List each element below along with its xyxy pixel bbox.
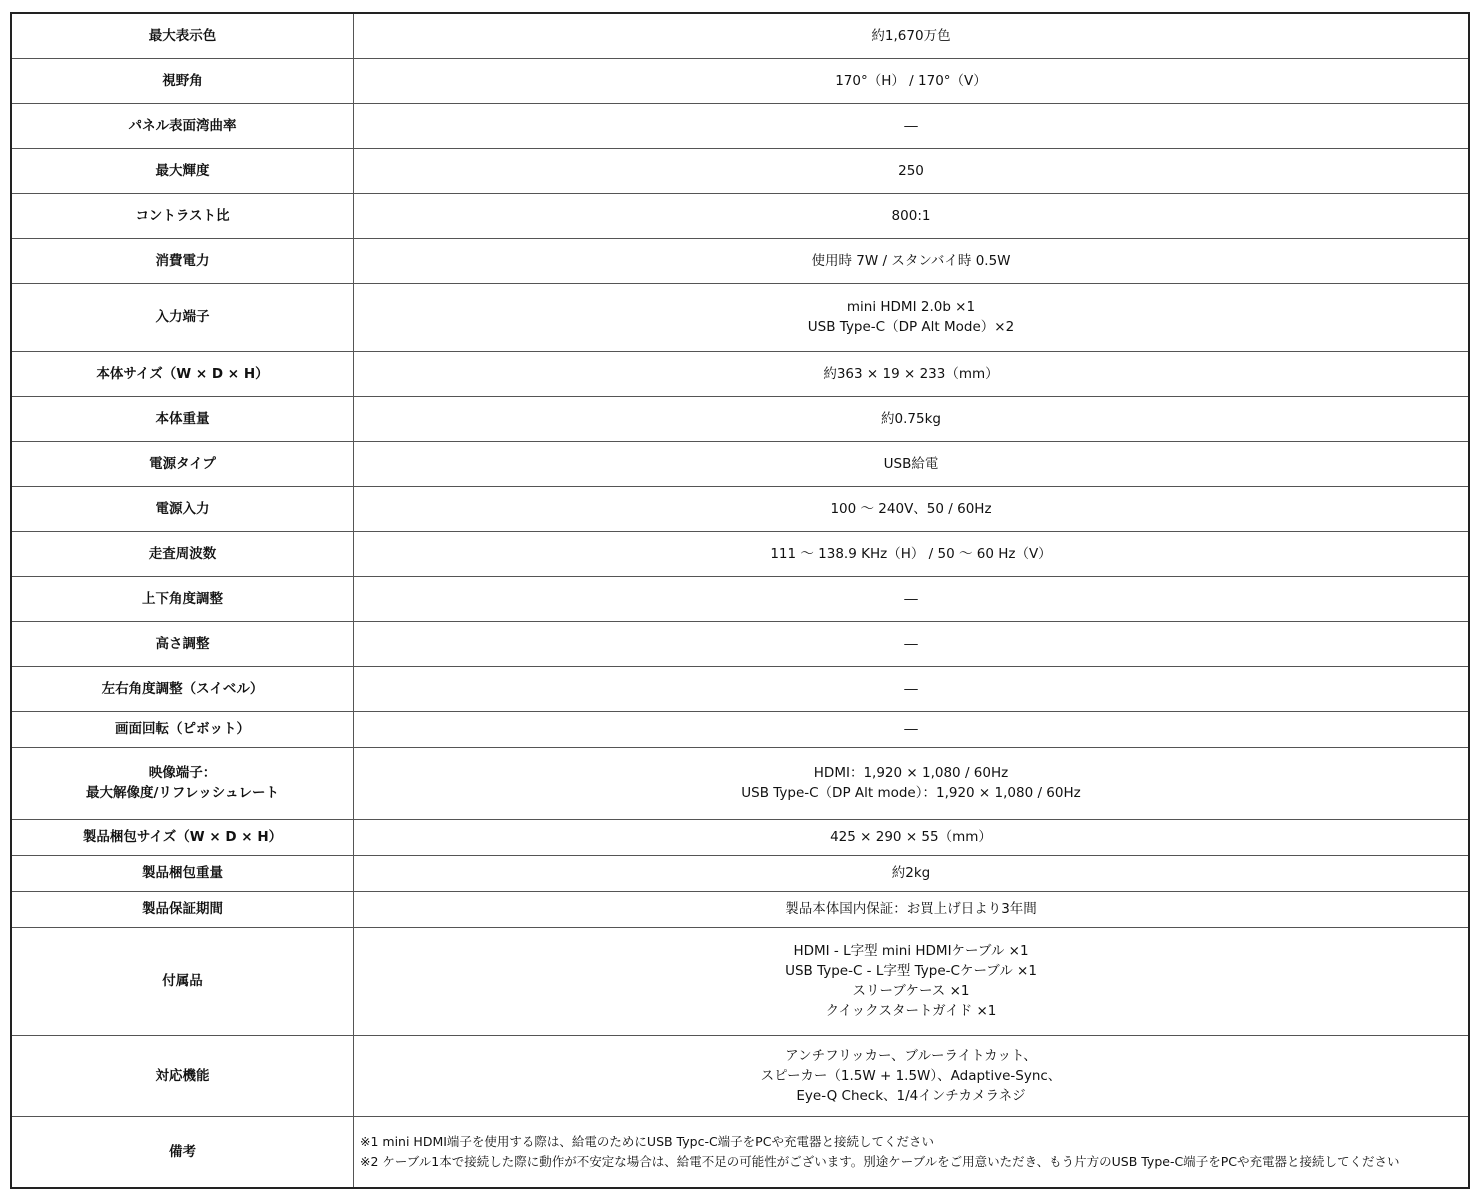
value-line: 約1,670万色 [871,27,951,44]
table-row [11,855,1469,891]
value-line: 111 ～ 138.9 KHz（H） / 50 ～ 60 Hz（V） [770,545,1052,562]
value-line: USB Type-C（DP Alt Mode）×2 [807,319,1015,335]
row-value [354,103,1470,148]
row-label: 画面回転（ピボット） [11,711,354,747]
row-label: 本体サイズ（W × D × H） [11,351,354,396]
row-label: 上下角度調整 [11,576,354,621]
table-row [11,711,1469,747]
row-label: 消費電力 [11,238,354,283]
table-row [11,621,1469,666]
table-row [11,283,1469,351]
row-value [354,666,1470,711]
row-value [354,193,1470,238]
value-line: ※2 ケーブル1本で接続した際に動作が不安定な場合は、給電不足の可能性がございます。別途ケーブルをご用意いただき、もう片方のUSB Type-C端子をPCや充電器と接続してください [360,1153,1400,1169]
table-row [11,1116,1469,1188]
row-label: 電源入力 [11,486,354,531]
table-row [11,1035,1469,1116]
table-row [11,576,1469,621]
row-label: 本体重量 [11,396,354,441]
row-value [354,58,1470,103]
value-line: 250 [898,162,924,179]
table-row [11,531,1469,576]
value-line: USB Type-C（DP Alt mode）：1,920 × 1,080 / 60Hz [741,785,1081,801]
row-value [354,1035,1470,1116]
row-value [354,531,1470,576]
row-value [354,621,1470,666]
value-line: ※1 mini HDMI端子を使用する際は、給電のためにUSB Typc-C端子をPCや充電器と接続してください [360,1133,934,1149]
value-line: 使用時 7W / スタンバイ時 0.5W [811,252,1011,269]
row-value [354,747,1470,819]
row-value [354,148,1470,193]
row-value [354,927,1470,1035]
value-line: ― [904,680,918,697]
row-value [354,711,1470,747]
value-line: スリーブケース ×1 [852,983,970,999]
row-value [354,13,1470,58]
value-line: Eye-Q Check、1/4インチカメラネジ [796,1087,1026,1104]
value-line: ― [904,721,918,737]
row-value [354,238,1470,283]
value-line: mini HDMI 2.0b ×1 [846,299,976,315]
row-label: コントラスト比 [11,193,354,238]
row-value [354,891,1470,927]
value-line: ― [904,635,918,652]
table-row [11,666,1469,711]
table-row [11,13,1469,58]
row-label: パネル表面湾曲率 [11,103,354,148]
value-line: 170°（H） / 170°（V） [835,72,987,89]
table-row [11,193,1469,238]
row-value [354,819,1470,855]
row-value [354,576,1470,621]
row-label: 対応機能 [11,1035,354,1116]
row-label: 電源タイプ [11,441,354,486]
row-value [354,396,1470,441]
value-line: 約0.75kg [881,410,941,427]
row-value [354,283,1470,351]
value-line: USB Type-C - L字型 Type-Cケーブル ×1 [785,963,1037,979]
row-label: 左右角度調整（スイベル） [11,666,354,711]
value-line: ― [904,590,918,607]
value-line: 製品本体国内保証：お買上げ日より3年間 [785,901,1037,917]
row-label: 製品梱包サイズ（W × D × H） [11,819,354,855]
row-label: 映像端子： 最大解像度/リフレッシュレート [11,747,354,819]
row-label: 視野角 [11,58,354,103]
value-line: 約363 × 19 × 233（mm） [823,365,999,382]
value-line: アンチフリッカー、ブルーライトカット、 [785,1047,1037,1064]
row-label: 最大表示色 [11,13,354,58]
table-row [11,441,1469,486]
table-row [11,819,1469,855]
table-row [11,927,1469,1035]
table-row [11,351,1469,396]
row-label: 最大輝度 [11,148,354,193]
table-row [11,148,1469,193]
table-row [11,238,1469,283]
value-line: USB給電 [883,455,939,472]
table-row [11,747,1469,819]
value-line: HDMI - L字型 mini HDMIケーブル ×1 [793,943,1029,959]
row-label: 製品梱包重量 [11,855,354,891]
row-label: 高さ調整 [11,621,354,666]
row-value [354,351,1470,396]
row-label: 走査周波数 [11,531,354,576]
row-label: 付属品 [11,927,354,1035]
row-label: 入力端子 [11,283,354,351]
value-line: スピーカー（1.5W + 1.5W）、Adaptive-Sync、 [760,1067,1062,1084]
value-line: 100 ～ 240V、50 / 60Hz [830,500,992,517]
table-row [11,58,1469,103]
row-value [354,1116,1470,1188]
spec-table-container [10,12,1470,1189]
row-value [354,855,1470,891]
spec-table [10,12,1470,1189]
value-line: ― [904,117,918,134]
value-line: HDMI：1,920 × 1,080 / 60Hz [813,765,1009,781]
table-row [11,396,1469,441]
table-row [11,103,1469,148]
table-row [11,486,1469,531]
row-value [354,441,1470,486]
value-line: 約2kg [891,865,931,881]
value-line: 425 × 290 × 55（mm） [830,829,992,845]
value-line: 800:1 [891,207,931,224]
row-label: 製品保証期間 [11,891,354,927]
value-line: クイックスタートガイド ×1 [825,1003,997,1019]
table-row [11,891,1469,927]
row-label: 備考 [11,1116,354,1188]
row-value [354,486,1470,531]
spec-table-body [11,13,1469,1188]
